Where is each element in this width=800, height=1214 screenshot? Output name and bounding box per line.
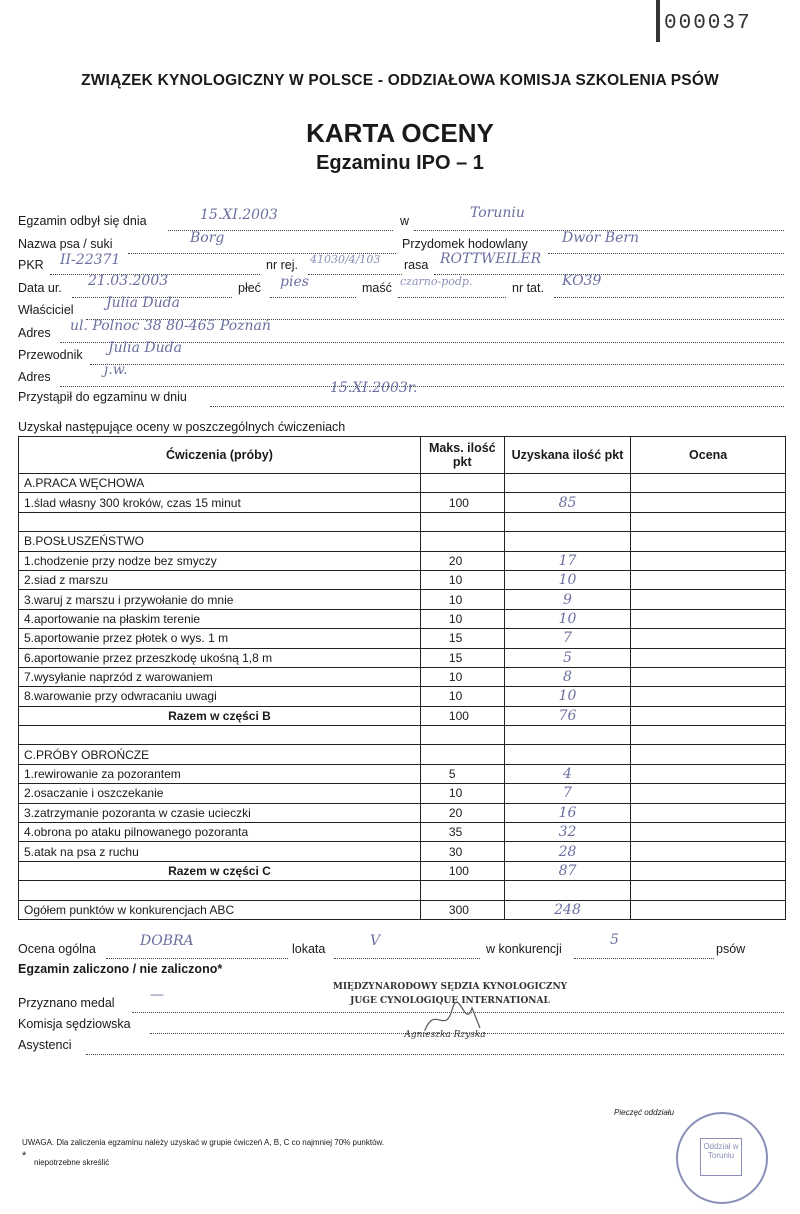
exercise-score: 16 bbox=[504, 803, 631, 822]
competition-line bbox=[574, 945, 714, 959]
section-c-total-max: 100 bbox=[420, 861, 504, 880]
table-row bbox=[19, 764, 786, 783]
overall-label: Ogółem punktów w konkurencjach ABC bbox=[19, 900, 421, 919]
exercise-score: 32 bbox=[504, 823, 631, 842]
judge-name: Agnieszka Rzyska bbox=[404, 1030, 486, 1040]
table-intro: Uzyskał następujące oceny w poszczególnych ćwiczeniach bbox=[18, 420, 346, 434]
section-b-total-row bbox=[19, 706, 786, 725]
exercise-name: 7.wysyłanie naprzód z warowaniem bbox=[19, 667, 421, 686]
place-value: Toruniu bbox=[470, 205, 525, 221]
exercise-score: 10 bbox=[504, 609, 631, 628]
exercise-max: 10 bbox=[420, 687, 504, 706]
grade-label: Ocena ogólna bbox=[18, 942, 96, 956]
exercise-name: 4.aportowanie na płaskim terenie bbox=[19, 609, 421, 628]
breed-label: rasa bbox=[404, 258, 429, 272]
scores-table bbox=[18, 436, 786, 920]
table-row bbox=[19, 648, 786, 667]
address-value: ul. Polnoc 38 80-465 Poznań bbox=[70, 318, 271, 334]
handler-label: Przewodnik bbox=[18, 348, 83, 362]
nrrej-value: 41030/4/103 bbox=[310, 253, 381, 266]
exam-passed-label: Egzamin zaliczono / nie zaliczono* bbox=[18, 962, 223, 976]
exercise-name: 4.obrona po ataku pilnowanego pozoranta bbox=[19, 823, 421, 842]
dog-name-label: Nazwa psa / suki bbox=[18, 237, 113, 251]
exercise-grade bbox=[631, 687, 786, 706]
exercise-name: 6.aportowanie przez przeszkodę ukośną 1,8 m bbox=[19, 648, 421, 667]
exercise-max: 35 bbox=[420, 823, 504, 842]
exercise-score: 10 bbox=[504, 687, 631, 706]
spacer-row bbox=[19, 512, 786, 531]
exercise-grade bbox=[631, 784, 786, 803]
exercise-grade bbox=[631, 609, 786, 628]
joined-line bbox=[210, 393, 784, 407]
exercise-grade bbox=[631, 629, 786, 648]
exercise-max: 20 bbox=[420, 803, 504, 822]
table-row bbox=[19, 667, 786, 686]
header-obtained: Uzyskana ilość pkt bbox=[504, 437, 631, 474]
table-header-row bbox=[19, 437, 786, 474]
section-b-total-max: 100 bbox=[420, 706, 504, 725]
assistants-label: Asystenci bbox=[18, 1038, 72, 1052]
exercise-name: 1.chodzenie przy nodze bez smyczy bbox=[19, 551, 421, 570]
tattoo-label: nr tat. bbox=[512, 281, 544, 295]
section-b-title: B.POSŁUSZEŃSTWO bbox=[19, 532, 421, 551]
pkr-value: II-22371 bbox=[60, 252, 121, 268]
address2-value: j.w. bbox=[104, 362, 128, 378]
dog-name-line bbox=[128, 240, 396, 254]
nrrej-label: nr rej. bbox=[266, 258, 298, 272]
spacer-row bbox=[19, 881, 786, 900]
color-value: czarno-podp. bbox=[400, 275, 473, 288]
organization-header: ZWIĄZEK KYNOLOGICZNY W POLSCE - ODDZIAŁOWA KOMISJA SZKOLENIA PSÓW bbox=[81, 72, 719, 89]
exercise-name: 5.aportowanie przez płotek o wys. 1 m bbox=[19, 629, 421, 648]
place-rank-line bbox=[334, 945, 480, 959]
exercise-name: 1.ślad własny 300 kroków, czas 15 minut bbox=[19, 493, 421, 512]
exercise-score: 28 bbox=[504, 842, 631, 861]
competition-label: w konkurencji bbox=[486, 942, 562, 956]
handler-value: Julia Duda bbox=[108, 340, 182, 356]
address2-line bbox=[60, 373, 784, 387]
exercise-max: 10 bbox=[420, 570, 504, 589]
judge-line-1: MIĘDZYNARODOWY SĘDZIA KYNOLOGICZNY bbox=[332, 982, 568, 992]
stamp-text: Oddział w Toruniu bbox=[703, 1142, 739, 1160]
overall-row bbox=[19, 900, 786, 919]
table-row bbox=[19, 609, 786, 628]
breed-value: ROTTWEILER bbox=[440, 251, 542, 267]
table-row bbox=[19, 784, 786, 803]
section-c-title-row bbox=[19, 745, 786, 764]
exercise-name: 3.zatrzymanie pozoranta w czasie ucieczki bbox=[19, 803, 421, 822]
exercise-grade bbox=[631, 764, 786, 783]
footnote-strike: niepotrzebne skreślić bbox=[34, 1158, 110, 1167]
exercise-score: 7 bbox=[504, 629, 631, 648]
table-row bbox=[19, 629, 786, 648]
header-exercise: Ćwiczenia (próby) bbox=[19, 437, 421, 474]
exercise-score: 10 bbox=[504, 570, 631, 589]
competition-value: 5 bbox=[610, 932, 619, 948]
exercise-score: 8 bbox=[504, 667, 631, 686]
color-label: maść bbox=[362, 281, 392, 295]
page-title: KARTA OCENY bbox=[306, 118, 494, 148]
overall-score: 248 bbox=[504, 900, 631, 919]
medal-label: Przyznano medal bbox=[18, 996, 115, 1010]
section-a-title-row bbox=[19, 474, 786, 493]
grade-line bbox=[106, 945, 288, 959]
exercise-name: 2.osaczanie i oszczekanie bbox=[19, 784, 421, 803]
sex-value: pies bbox=[280, 274, 309, 290]
exercise-score: 5 bbox=[504, 648, 631, 667]
pkr-label: PKR bbox=[18, 258, 44, 272]
exercise-max: 10 bbox=[420, 609, 504, 628]
table-row bbox=[19, 842, 786, 861]
exercise-max: 5 bbox=[420, 764, 504, 783]
table-row bbox=[19, 590, 786, 609]
address-label: Adres bbox=[18, 326, 51, 340]
handler-line bbox=[90, 351, 784, 365]
section-c-total-row bbox=[19, 861, 786, 880]
exercise-max: 10 bbox=[420, 784, 504, 803]
address2-label: Adres bbox=[18, 370, 51, 384]
overall-max: 300 bbox=[420, 900, 504, 919]
footnote-rule: UWAGA. Dla zaliczenia egzaminu należy uzyskać w grupie ćwiczeń A, B, C co najmniej 70% punktów. bbox=[22, 1138, 385, 1147]
exercise-max: 10 bbox=[420, 667, 504, 686]
exercise-grade bbox=[631, 823, 786, 842]
exercise-max: 15 bbox=[420, 629, 504, 648]
assistants-line bbox=[86, 1041, 784, 1055]
grade-value: DOBRA bbox=[140, 933, 194, 949]
exercise-score: 9 bbox=[504, 590, 631, 609]
header-max: Maks. ilość pkt bbox=[420, 437, 504, 474]
place-rank-value: V bbox=[370, 933, 381, 949]
place-label: w bbox=[400, 214, 410, 228]
serial-number: 000037 bbox=[664, 12, 752, 35]
exercise-max: 100 bbox=[420, 493, 504, 512]
section-c-total-label: Razem w części C bbox=[19, 861, 421, 880]
exercise-grade bbox=[631, 493, 786, 512]
exercise-grade bbox=[631, 570, 786, 589]
exercise-name: 2.siad z marszu bbox=[19, 570, 421, 589]
exercise-score: 7 bbox=[504, 784, 631, 803]
exercise-max: 20 bbox=[420, 551, 504, 570]
exercise-score: 17 bbox=[504, 551, 631, 570]
exam-date-value: 15.XI.2003 bbox=[200, 207, 278, 223]
section-a-title: A.PRACA WĘCHOWA bbox=[19, 474, 421, 493]
exercise-score: 4 bbox=[504, 764, 631, 783]
exercise-grade bbox=[631, 648, 786, 667]
spacer-row bbox=[19, 726, 786, 745]
section-c-total-score: 87 bbox=[504, 861, 631, 880]
serial-bar bbox=[656, 0, 660, 42]
medal-value: — bbox=[150, 987, 164, 1003]
stamp-label: Pieczęć oddziału bbox=[614, 1108, 675, 1117]
table-row bbox=[19, 687, 786, 706]
section-b-total-label: Razem w części B bbox=[19, 706, 421, 725]
section-b-total-score: 76 bbox=[504, 706, 631, 725]
place-rank-label: lokata bbox=[292, 942, 326, 956]
owner-label: Właściciel bbox=[18, 303, 74, 317]
exercise-grade bbox=[631, 590, 786, 609]
exercise-grade bbox=[631, 551, 786, 570]
exercise-grade bbox=[631, 842, 786, 861]
exercise-name: 5.atak na psa z ruchu bbox=[19, 842, 421, 861]
exercise-score: 85 bbox=[504, 493, 631, 512]
exam-date-label: Egzamin odbył się dnia bbox=[18, 214, 147, 228]
page-subtitle: Egzaminu IPO – 1 bbox=[316, 152, 484, 174]
exercise-name: 8.warowanie przy odwracaniu uwagi bbox=[19, 687, 421, 706]
birth-label: Data ur. bbox=[18, 281, 62, 295]
sex-label: płeć bbox=[238, 281, 261, 295]
exercise-max: 10 bbox=[420, 590, 504, 609]
joined-value: 15.XI.2003r. bbox=[330, 380, 418, 396]
kennel-label: Przydomek hodowlany bbox=[402, 237, 528, 251]
exercise-name: 1.rewirowanie za pozorantem bbox=[19, 764, 421, 783]
joined-label: Przystąpił do egzaminu w dniu bbox=[18, 390, 187, 404]
header-grade: Ocena bbox=[631, 437, 786, 474]
exercise-name: 3.waruj z marszu i przywołanie do mnie bbox=[19, 590, 421, 609]
owner-value: Julia Duda bbox=[106, 295, 180, 311]
table-row bbox=[19, 823, 786, 842]
dog-name-value: Borg bbox=[190, 230, 225, 246]
exercise-grade bbox=[631, 803, 786, 822]
dogs-label: psów bbox=[716, 942, 746, 956]
kennel-value: Dwór Bern bbox=[562, 230, 640, 246]
table-row bbox=[19, 493, 786, 512]
judge-line-2: JUGE CYNOLOGIQUE INTERNATIONAL bbox=[350, 996, 550, 1006]
commission-label: Komisja sędziowska bbox=[18, 1017, 131, 1031]
section-c-title: C.PRÓBY OBROŃCZE bbox=[19, 745, 421, 764]
exercise-max: 30 bbox=[420, 842, 504, 861]
birth-value: 21.03.2003 bbox=[88, 273, 169, 289]
tattoo-value: KO39 bbox=[562, 273, 602, 289]
table-row bbox=[19, 551, 786, 570]
section-b-title-row bbox=[19, 532, 786, 551]
footnote-asterisk: * bbox=[22, 1150, 27, 1162]
exercise-max: 15 bbox=[420, 648, 504, 667]
exercise-grade bbox=[631, 667, 786, 686]
table-row bbox=[19, 803, 786, 822]
table-row bbox=[19, 570, 786, 589]
